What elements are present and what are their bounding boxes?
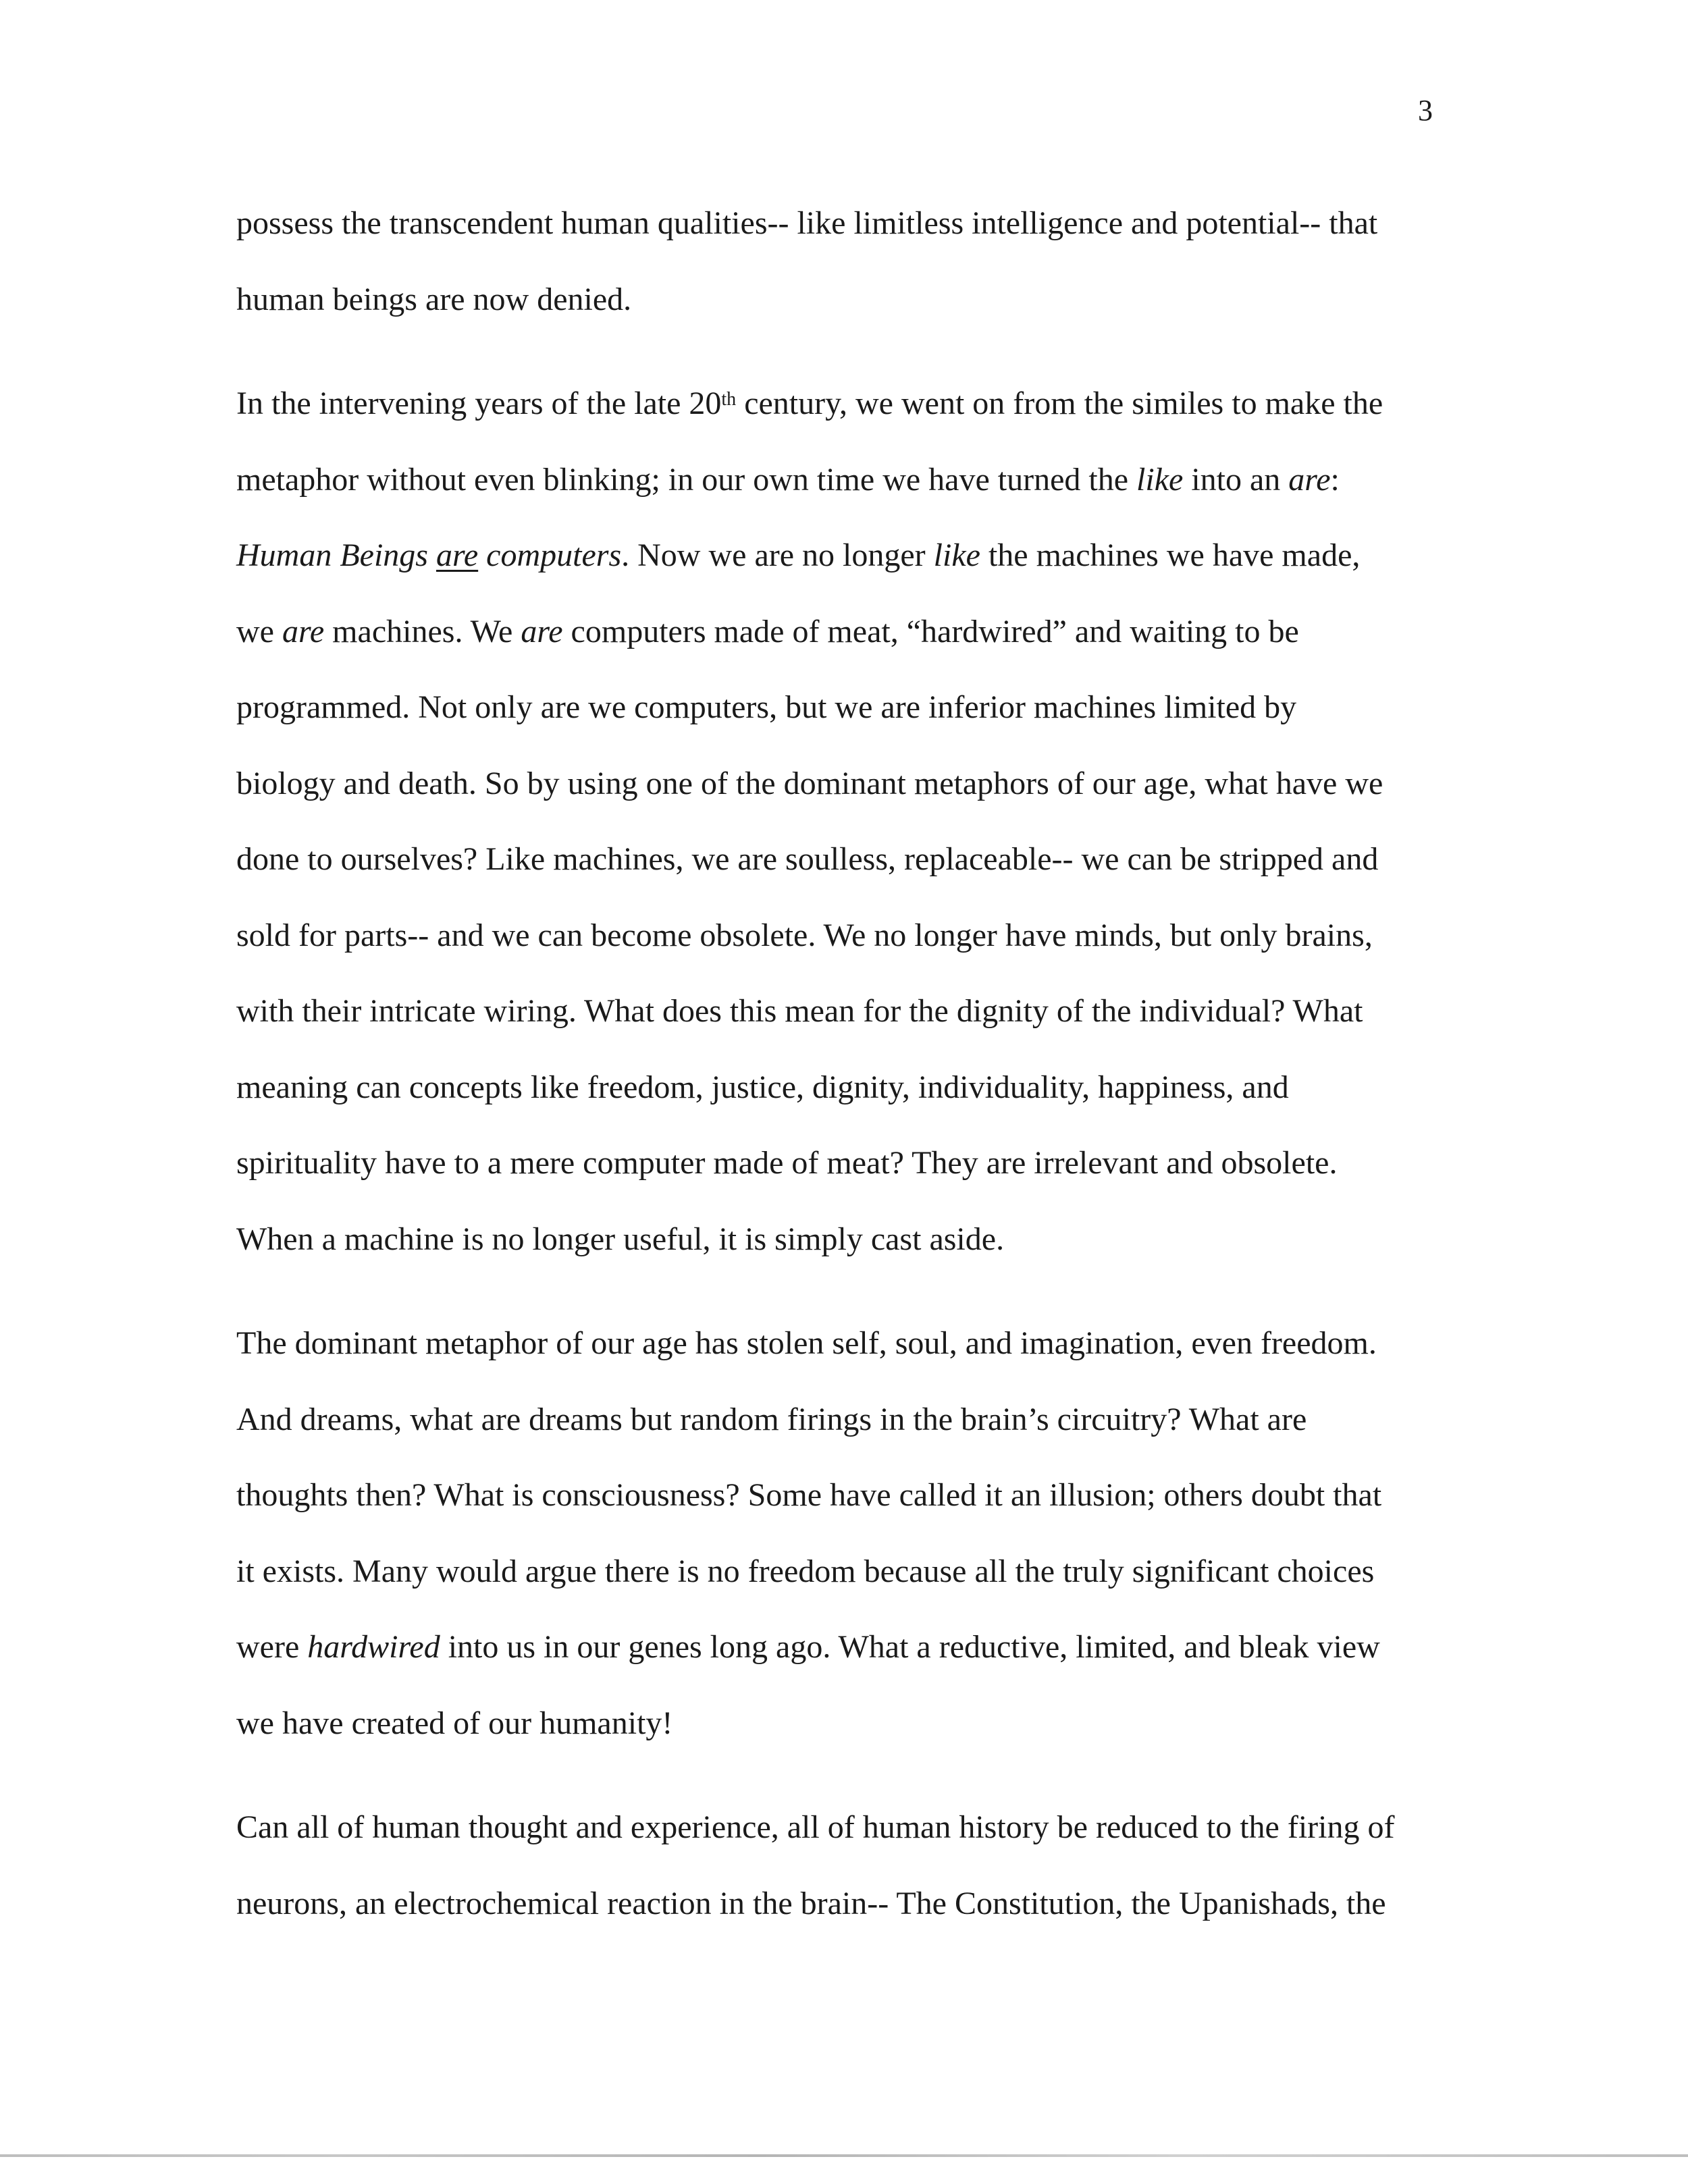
scan-edge-line (0, 2154, 1688, 2157)
text-line (236, 1609, 1445, 1686)
text-line (236, 1382, 1445, 1458)
text-run: century, we went on from the similes to make the (736, 385, 1383, 421)
text-line (236, 518, 1445, 594)
text-line (236, 442, 1445, 518)
text-run: metaphor without even blinking; in our own time we have turned the (236, 461, 1137, 498)
text-line (236, 1866, 1445, 1942)
italic-text: like (1136, 461, 1184, 498)
text-line (236, 262, 1445, 338)
text-run: biology and death. So by using one of the dominant metaphors of our age, what have we (236, 765, 1383, 801)
italic-text: computers (478, 537, 622, 573)
text-run: into an (1183, 461, 1289, 498)
paragraph (236, 366, 1445, 1277)
italic-text: Human Beings (236, 537, 436, 573)
text-run: into us in our genes long ago. What a reductive, limited, and bleak view (440, 1629, 1380, 1665)
text-run: The dominant metaphor of our age has stolen self, soul, and imagination, even freedom. (236, 1325, 1377, 1361)
text-run: Can all of human thought and experience, all of human history be reduced to the firing of (236, 1809, 1395, 1845)
text-run: : (1330, 461, 1340, 498)
text-run: possess the transcendent human qualities-- like limitless intelligence and potential-- that (236, 205, 1378, 241)
text-run: sold for parts-- and we can become obsolete. We no longer have minds, but only brains, (236, 917, 1373, 953)
text-run: we (236, 613, 282, 649)
paragraph (236, 186, 1445, 338)
text-run: it exists. Many would argue there is no freedom because all the truly significant choices (236, 1553, 1375, 1589)
text-line (236, 1790, 1445, 1866)
italic-text: hardwired (307, 1629, 440, 1665)
text-line (236, 974, 1445, 1050)
text-run: . Now we are no longer (621, 537, 934, 573)
text-line (236, 186, 1445, 262)
paragraph (236, 1790, 1445, 1942)
text-run: were (236, 1629, 308, 1665)
text-line (236, 1202, 1445, 1278)
text-run: In the intervening years of the late 20 (236, 385, 722, 421)
text-line (236, 898, 1445, 974)
text-run: machines. We (324, 613, 521, 649)
text-run: When a machine is no longer useful, it is simply cast aside. (236, 1221, 1005, 1257)
text-line (236, 746, 1445, 822)
text-run: the machines we have made, (980, 537, 1361, 573)
body-text (236, 186, 1445, 1942)
text-run: we have created of our humanity! (236, 1705, 673, 1741)
page-number: 3 (1418, 94, 1433, 127)
text-line (236, 1125, 1445, 1202)
text-line (236, 670, 1445, 746)
text-run: human beings are now denied. (236, 281, 632, 317)
text-line (236, 1534, 1445, 1610)
text-run: programmed. Not only are we computers, but we are inferior machines limited by (236, 689, 1297, 725)
text-line (236, 822, 1445, 898)
text-run: neurons, an electrochemical reaction in the brain-- The Constitution, the Upanishads, the (236, 1885, 1386, 1921)
italic-text: are (521, 613, 563, 649)
text-run: thoughts then? What is consciousness? Some have called it an illusion; others doubt that (236, 1477, 1382, 1513)
text-line (236, 594, 1445, 670)
text-run: done to ourselves? Like machines, we are soulless, replaceable-- we can be stripped and (236, 841, 1379, 877)
text-run: And dreams, what are dreams but random firings in the brain’s circuitry? What are (236, 1401, 1307, 1437)
text-line (236, 366, 1445, 442)
italic-text: are (1288, 461, 1331, 498)
italic-text: are (282, 613, 325, 649)
text-line (236, 1050, 1445, 1126)
text-run: computers made of meat, “hardwired” and waiting to be (562, 613, 1299, 649)
italic-text: like (933, 537, 980, 573)
text-run: with their intricate wiring. What does this mean for the dignity of the individual? What (236, 993, 1363, 1029)
paragraph (236, 1306, 1445, 1761)
text-line (236, 1458, 1445, 1534)
text-run: spirituality have to a mere computer made of meat? They are irrelevant and obsolete. (236, 1145, 1338, 1181)
superscript: th (721, 389, 737, 410)
text-run: meaning can concepts like freedom, justice, dignity, individuality, happiness, and (236, 1069, 1289, 1105)
text-line (236, 1686, 1445, 1762)
text-line (236, 1306, 1445, 1382)
italic-text: are (436, 537, 479, 573)
